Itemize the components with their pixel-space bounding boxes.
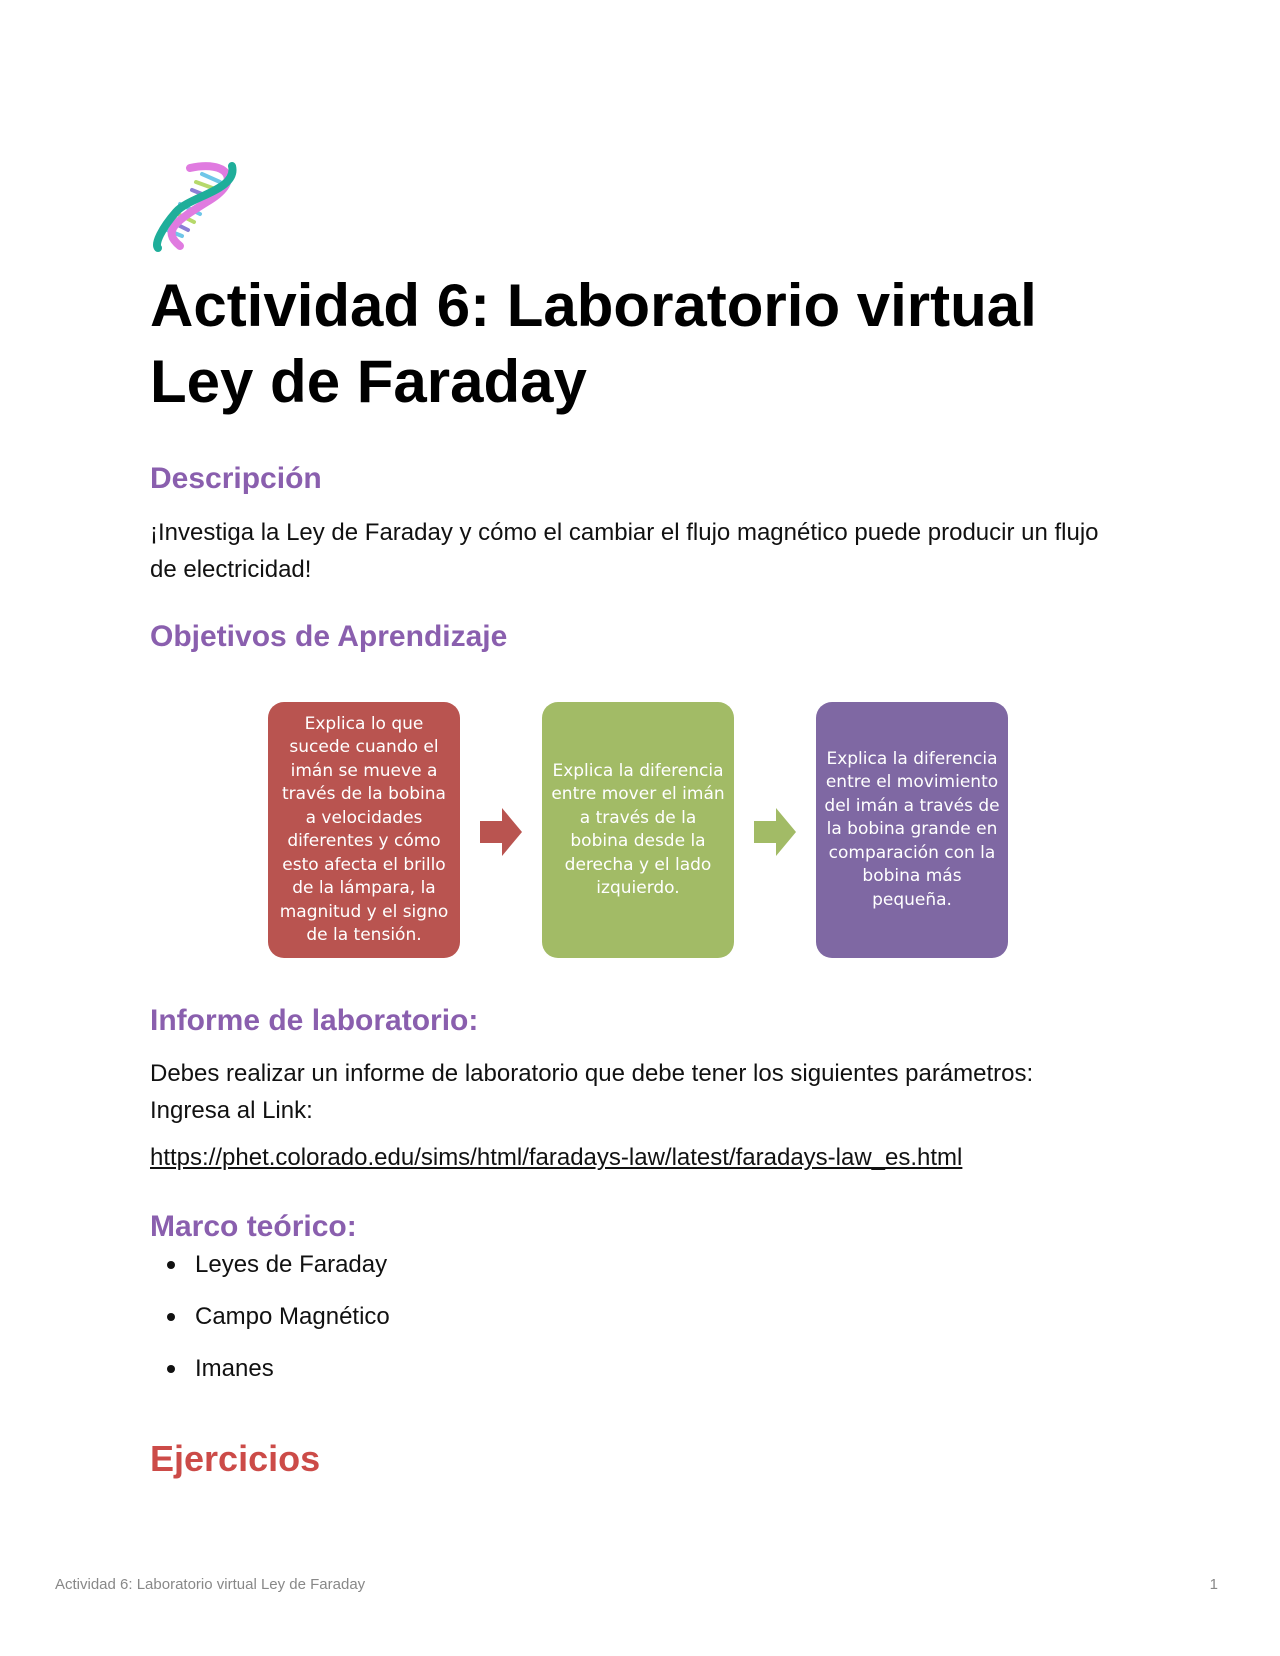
marco-heading: Marco teórico:: [150, 1210, 357, 1243]
ejercicios-heading: Ejercicios: [150, 1438, 321, 1479]
descripcion-heading: Descripción: [150, 462, 322, 495]
objetivos-flow-diagram: [268, 702, 1008, 960]
descripcion-text: ¡Investiga la Ley de Faraday y cómo el cambiar el flujo magnético puede producir un flujo de electricidad!: [150, 519, 1099, 583]
objetivo-step-3: Explica la diferencia entre el movimiento del imán a través de la bobina grande en comparación con la bobina más pequeña.: [816, 702, 1008, 958]
list-item: [150, 1250, 390, 1302]
marco-list: [150, 1250, 390, 1406]
list-item: [150, 1302, 390, 1354]
informe-text: Debes realizar un informe de laboratorio que debe tener los siguientes parámetros: Ingresa al Link:: [150, 1060, 1034, 1124]
arrow-right-icon: [754, 808, 796, 856]
list-item-label: Imanes: [195, 1355, 274, 1382]
objetivo-step-1: Explica lo que sucede cuando el imán se mueve a través de la bobina a velocidades diferentes y cómo esto afecta el brillo de la lámpara, la magnitud y el signo de la tensión.: [268, 702, 460, 958]
list-item: [150, 1354, 390, 1406]
list-item-label: Leyes de Faraday: [195, 1251, 388, 1278]
objetivo-step-2: Explica la diferencia entre mover el imán a través de la bobina desde la derecha y el lado izquierdo.: [542, 702, 734, 958]
bullet-icon: [167, 1313, 175, 1321]
arrow-right-icon: [480, 808, 522, 856]
page-title: Actividad 6: Laboratorio virtual Ley de Faraday: [150, 272, 1037, 415]
list-item-label: Campo Magnético: [195, 1303, 390, 1330]
phet-simulation-link[interactable]: https://phet.colorado.edu/sims/html/faradays-law/latest/faradays-law_es.html: [150, 1144, 963, 1171]
footer-title: Actividad 6: Laboratorio virtual Ley de Faraday: [55, 1576, 366, 1593]
informe-heading: Informe de laboratorio:: [150, 1004, 479, 1037]
arrow-shape-1: [480, 808, 522, 856]
bullet-icon: [167, 1261, 175, 1269]
page-number: 1: [1209, 1576, 1218, 1593]
dna-icon: [150, 160, 242, 252]
bullet-icon: [167, 1365, 175, 1373]
objetivos-heading: Objetivos de Aprendizaje: [150, 620, 508, 653]
arrow-shape-2: [754, 808, 796, 856]
